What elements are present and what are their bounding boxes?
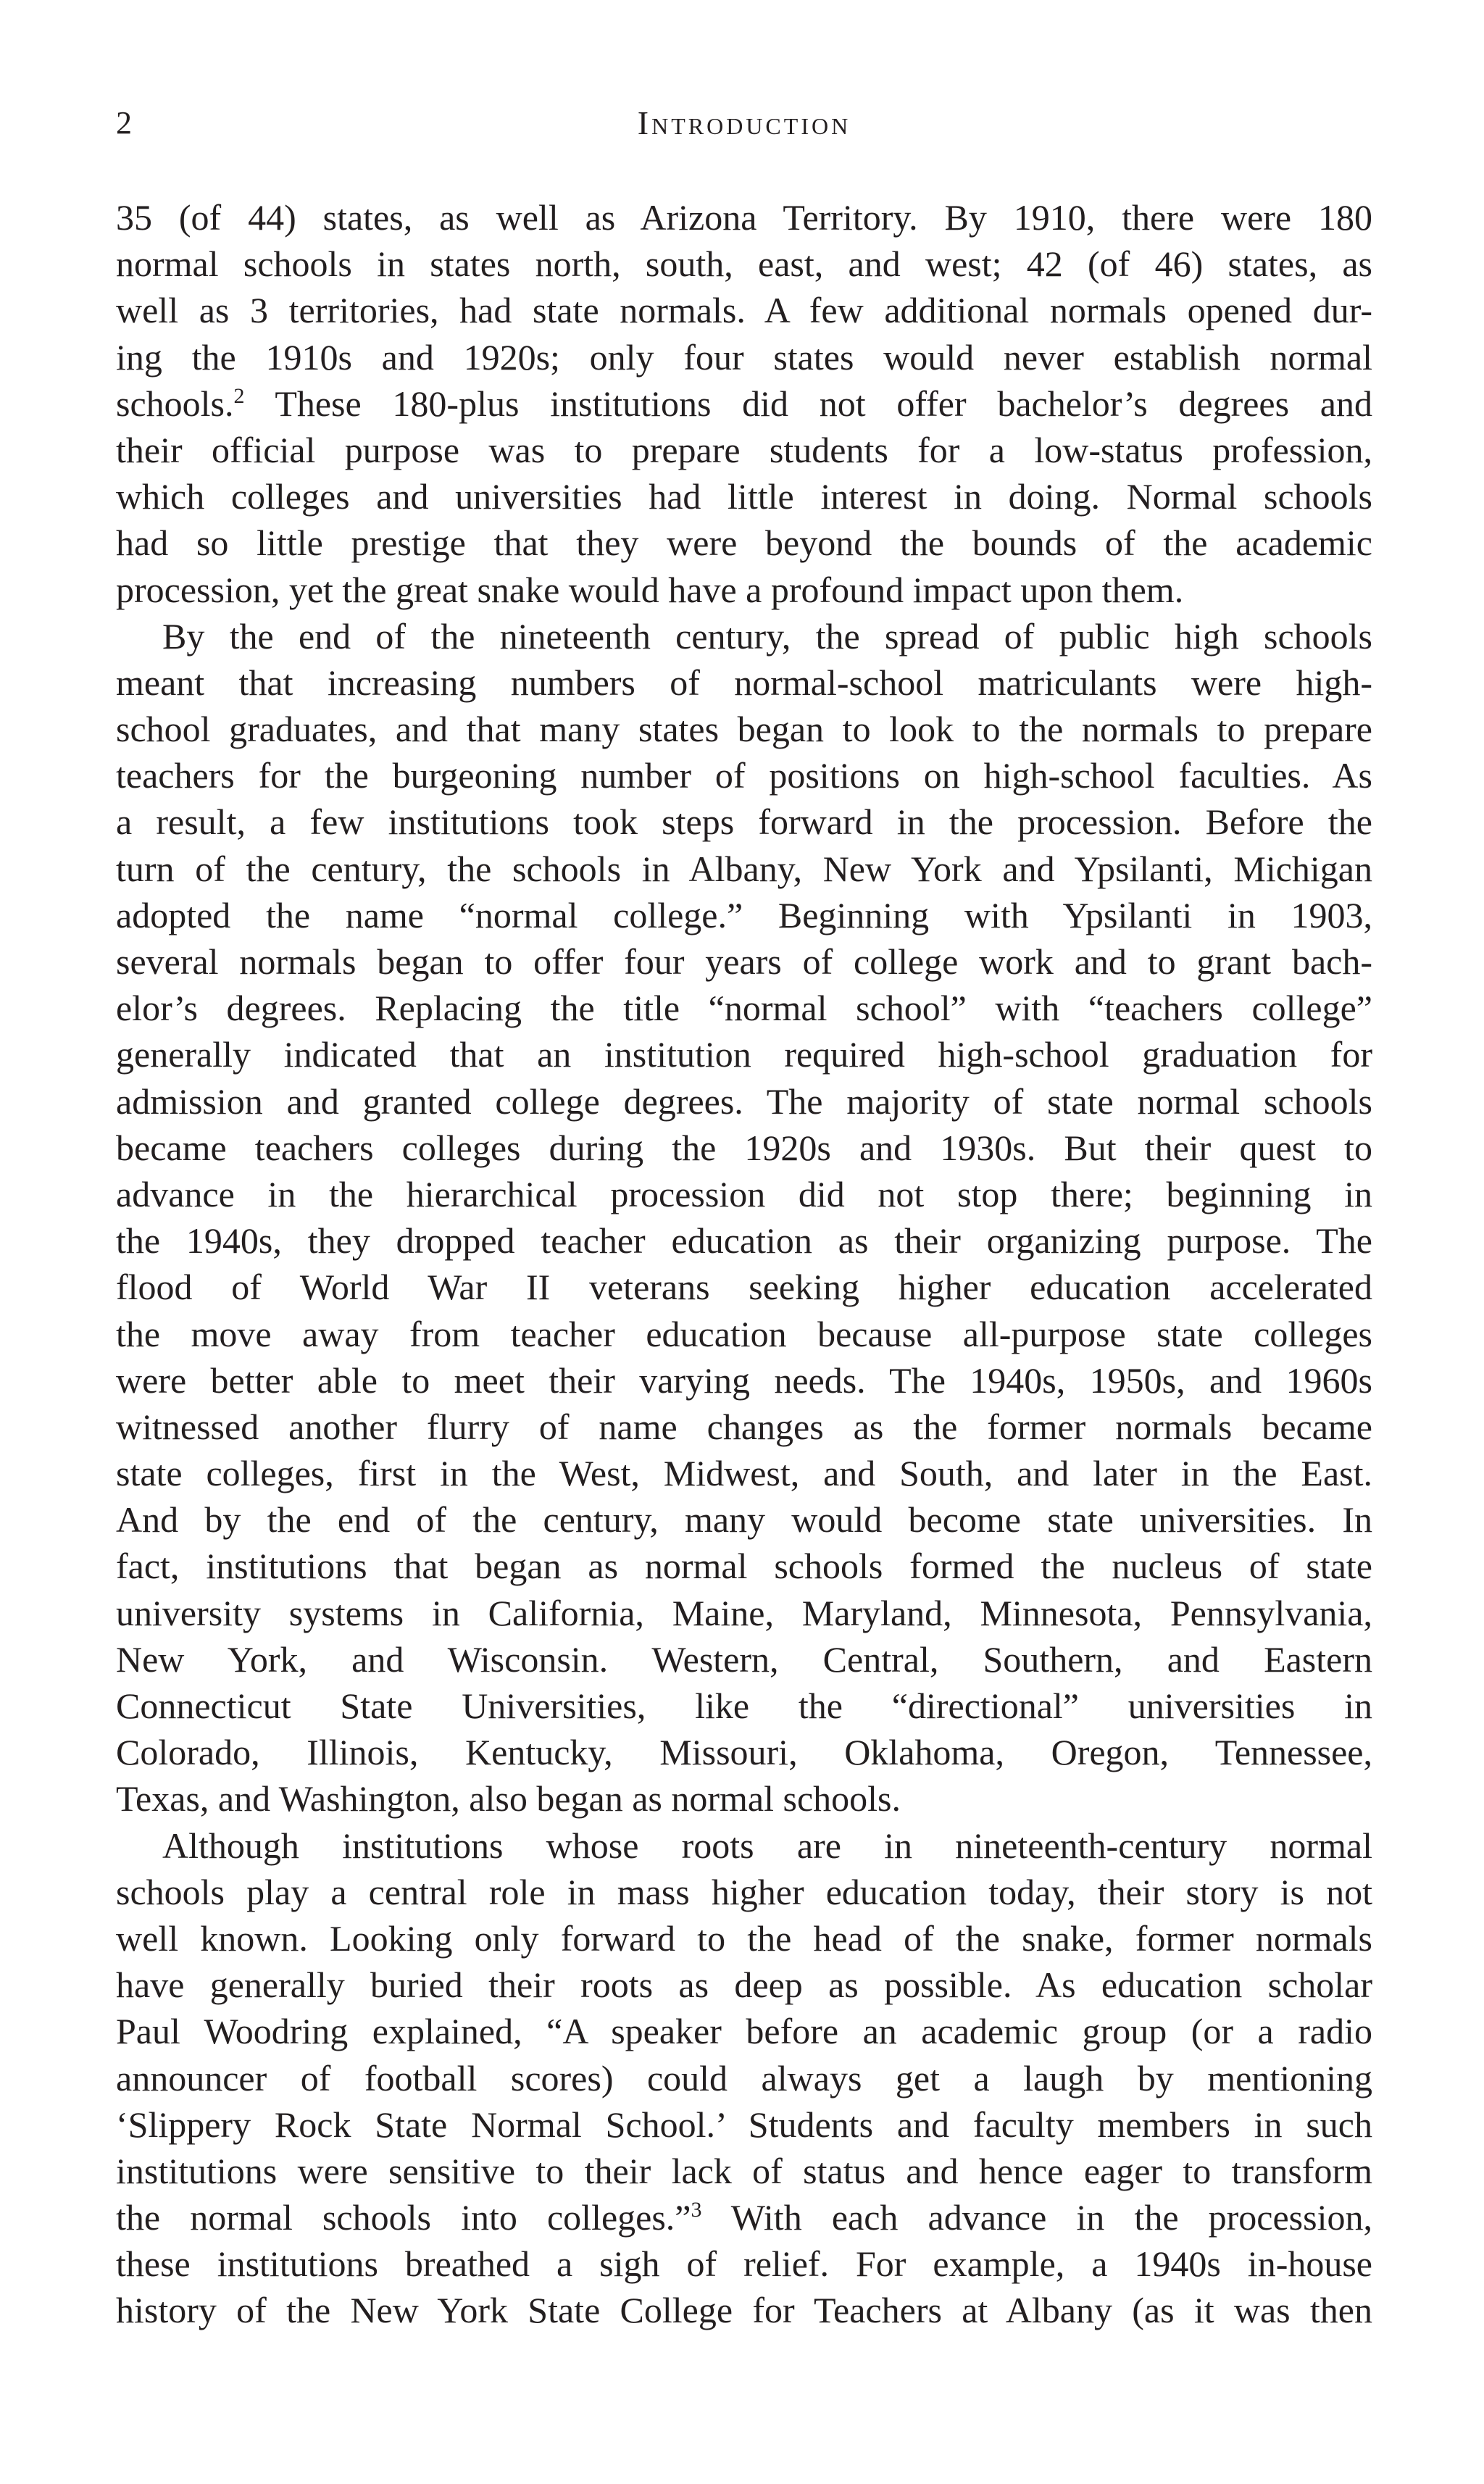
line-text: announcer of football scores) could always get a laugh by mentioning (116, 2057, 1372, 2099)
text-line (116, 1264, 1372, 1310)
text-line (116, 2241, 1372, 2287)
line-text: turn of the century, the schools in Albany, New York and Ypsilanti, Michigan (116, 848, 1372, 889)
line-text: a result, a few institutions took steps forward in the procession. Before the (116, 801, 1372, 843)
line-text: teachers for the burgeoning number of positions on high-school faculties. As (116, 755, 1372, 796)
text-line (116, 2287, 1372, 2333)
line-text: procession, yet the great snake would have a profound impact upon them. (116, 569, 1184, 610)
text-line (116, 2008, 1372, 2054)
line-text: the 1940s, they dropped teacher education as their organizing purpose. The (116, 1220, 1372, 1262)
text-line (116, 287, 1372, 333)
line-text: well as 3 territories, had state normals. A few additional normals opened dur- (116, 290, 1372, 331)
text-line (116, 1869, 1372, 1915)
text-line (116, 1729, 1372, 1775)
text-line (116, 1171, 1372, 1217)
line-text: were better able to meet their varying needs. The 1940s, 1950s, and 1960s (116, 1359, 1372, 1401)
line-text: Paul Woodring explained, “A speaker before an academic group (or a radio (116, 2011, 1372, 2052)
text-line (116, 2194, 1372, 2241)
text-line (116, 194, 1372, 241)
line-text: school graduates, and that many states began to look to the normals to prepare (116, 709, 1372, 750)
line-text: Texas, and Washington, also began as normal schools. (116, 1778, 901, 1820)
text-line (116, 892, 1372, 938)
text-line (116, 567, 1372, 613)
running-head (116, 101, 1372, 145)
line-text-continued: These 180-plus institutions did not offer bachelor’s degrees and (244, 383, 1372, 424)
text-line (116, 2148, 1372, 2194)
line-text: adopted the name “normal college.” Beginning with Ypsilanti in 1903, (116, 894, 1372, 935)
line-text: normal schools in states north, south, east, and west; 42 (of 46) states, as (116, 243, 1372, 285)
text-line (116, 752, 1372, 799)
line-text: ‘Slippery Rock State Normal School.’ Students and faculty members in such (116, 2104, 1372, 2145)
text-line (116, 1404, 1372, 1450)
footnote-marker[interactable]: 3 (691, 2198, 702, 2222)
line-text: well known. Looking only forward to the head of the snake, former normals (116, 1917, 1372, 1959)
line-text: schools play a central role in mass higher education today, their story is not (116, 1871, 1372, 1912)
body-text (116, 194, 1372, 2334)
line-text: Although institutions whose roots are in nineteenth-century normal (162, 1825, 1372, 1866)
line-text: became teachers colleges during the 1920s and 1930s. But their quest to (116, 1127, 1372, 1168)
text-line (116, 2101, 1372, 2148)
line-text: history of the New York State College for Teachers at Albany (as it was then (116, 2290, 1372, 2331)
paragraph (116, 613, 1372, 1822)
line-text: the normal schools into colleges.” (116, 2197, 691, 2238)
line-text: flood of World War II veterans seeking higher education accelerated (116, 1267, 1372, 1308)
text-line (116, 1311, 1372, 1357)
text-line (116, 334, 1372, 380)
text-line (116, 938, 1372, 985)
line-text: New York, and Wisconsin. Western, Central, Southern, and Eastern (116, 1638, 1372, 1680)
line-text: state colleges, first in the West, Midwest, and South, and later in the East. (116, 1453, 1372, 1494)
text-line (116, 1636, 1372, 1683)
text-line (116, 706, 1372, 752)
running-title: Introduction (637, 104, 851, 141)
text-line (116, 1543, 1372, 1589)
line-text: several normals began to offer four years of college work and to grant bach- (116, 941, 1372, 982)
line-text: admission and granted college degrees. The majority of state normal schools (116, 1080, 1372, 1122)
text-line (116, 1125, 1372, 1171)
text-line (116, 1357, 1372, 1404)
line-text: ing the 1910s and 1920s; only four states would never establish normal (116, 336, 1372, 378)
text-line (116, 659, 1372, 706)
text-line (116, 985, 1372, 1031)
text-line (116, 1031, 1372, 1078)
line-text: fact, institutions that began as normal schools formed the nucleus of state (116, 1546, 1372, 1587)
line-text-continued: With each advance in the procession, (701, 2197, 1372, 2238)
text-line (116, 427, 1372, 473)
line-text: university systems in California, Maine, Maryland, Minnesota, Pennsylvania, (116, 1592, 1372, 1633)
line-text: these institutions breathed a sigh of relief. For example, a 1940s in-house (116, 2243, 1372, 2285)
text-line (116, 1496, 1372, 1543)
line-text: which colleges and universities had little interest in doing. Normal schools (116, 476, 1372, 517)
footnote-marker[interactable]: 2 (233, 383, 245, 408)
line-text: generally indicated that an institution required high-school graduation for (116, 1034, 1372, 1075)
text-line (116, 380, 1372, 427)
line-text: Colorado, Illinois, Kentucky, Missouri, Oklahoma, Oregon, Tennessee, (116, 1732, 1372, 1773)
text-line (116, 1683, 1372, 1729)
line-text: Connecticut State Universities, like the “directional” universities in (116, 1685, 1372, 1726)
text-line (116, 1775, 1372, 1822)
line-text: witnessed another flurry of name changes as the former normals became (116, 1406, 1372, 1447)
line-text: By the end of the nineteenth century, the spread of public high schools (162, 615, 1372, 657)
line-text: the move away from teacher education because all-purpose state colleges (116, 1313, 1372, 1354)
line-text: 35 (of 44) states, as well as Arizona Territory. By 1910, there were 180 (116, 197, 1372, 238)
text-line (116, 846, 1372, 892)
text-line (116, 473, 1372, 520)
paragraph (116, 1822, 1372, 2334)
line-text: meant that increasing numbers of normal-school matriculants were high- (116, 662, 1372, 703)
text-line (116, 1962, 1372, 2008)
line-text: institutions were sensitive to their lack of status and hence eager to transform (116, 2150, 1372, 2191)
text-line (116, 1450, 1372, 1496)
text-line (116, 1078, 1372, 1125)
text-line (116, 1217, 1372, 1264)
line-text: their official purpose was to prepare students for a low-status profession, (116, 429, 1372, 470)
line-text: And by the end of the century, many would become state universities. In (116, 1499, 1372, 1541)
text-line (116, 241, 1372, 287)
text-line (116, 520, 1372, 566)
line-text: advance in the hierarchical procession did not stop there; beginning in (116, 1173, 1372, 1214)
line-text: have generally buried their roots as deep as possible. As education scholar (116, 1964, 1372, 2006)
page-number: 2 (116, 105, 132, 141)
text-line (116, 1915, 1372, 1962)
text-line (116, 1822, 1372, 1869)
line-text: schools. (116, 383, 234, 424)
text-line (116, 613, 1372, 659)
text-line (116, 2055, 1372, 2101)
line-text: elor’s degrees. Replacing the title “normal school” with “teachers college” (116, 988, 1372, 1029)
text-line (116, 799, 1372, 845)
line-text: had so little prestige that they were beyond the bounds of the academic (116, 522, 1372, 564)
paragraph (116, 194, 1372, 613)
text-line (116, 1590, 1372, 1636)
